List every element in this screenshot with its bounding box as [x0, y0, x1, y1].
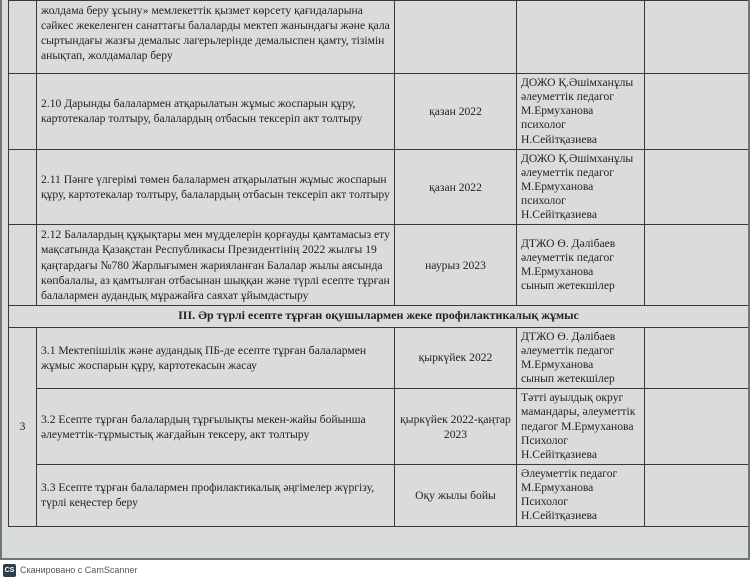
table-row	[9, 74, 749, 150]
notes-cell	[645, 464, 749, 526]
notes-cell	[645, 149, 749, 225]
task-cell: жолдама беру ұсыну» мемлекеттік қызмет көрсету қағидаларына сәйкес жекеленген санаттағы балаларды мектеп жанындағы және қала сыртындағы жазғы демалыс лагерьлерінде демалыспен қамту, тізімін анықтап, жолдамалар беру	[37, 1, 395, 74]
date-cell: Оқу жылы бойы	[395, 464, 517, 526]
table-row	[9, 225, 749, 305]
responsible-cell: ДОЖО Қ.Әшімханұлы әлеуметтік педагог М.Ермуханова психолог Н.Сейітқазиева	[517, 149, 645, 225]
date-cell: қазан 2022	[395, 149, 517, 225]
responsible-cell: Әлеуметтік педагог М.Ермуханова Психолог Н.Сейітқазиева	[517, 464, 645, 526]
task-cell: 2.10 Дарынды балалармен атқарылатын жұмыс жоспарын құру, картотекалар толтыру, балалардың отбасын тексеріп акт толтыру	[37, 74, 395, 150]
responsible-cell: ДТЖО Ө. Дәлібаев әлеуметтік педагог М.Ермуханова сынып жетекшілер	[517, 327, 645, 389]
table-row	[9, 464, 749, 526]
scanner-footer	[0, 560, 750, 580]
row-number	[9, 1, 37, 74]
task-cell: 2.11 Пәнге үлгерімі төмен балалармен атқарылатын жұмыс жоспарын құру, картотекалар толтыру, балалардың отбасын тексеріп акт толтыру	[37, 149, 395, 225]
date-cell: қыркүйек 2022-қаңтар 2023	[395, 389, 517, 465]
responsible-cell: Тәтті ауылдық округ мамандары, әлеуметтік педагог М.Ермуханова Психолог Н.Сейітқазиева	[517, 389, 645, 465]
row-number	[9, 149, 37, 225]
task-cell: 3.2 Есепте тұрған балалардың тұрғылықты мекен-жайы бойынша әлеуметтік-тұрмыстық жағдайын тексеру, акт толтыру	[37, 389, 395, 465]
notes-cell	[645, 225, 749, 305]
section-number: 3	[9, 327, 37, 526]
row-number	[9, 74, 37, 150]
date-cell	[395, 1, 517, 74]
notes-cell	[645, 74, 749, 150]
row-number	[9, 225, 37, 305]
document-page	[2, 0, 748, 558]
notes-cell	[645, 389, 749, 465]
table-row	[9, 149, 749, 225]
plan-table	[8, 0, 748, 527]
task-cell: 3.1 Мектепішілік және аудандық ПБ-де есепте тұрған балалармен жұмыс жоспарын құру, картотекасын жасау	[37, 327, 395, 389]
camscanner-logo-icon: CS	[3, 564, 16, 577]
task-cell: 2.12 Балалардың құқықтары мен мүдделерін қорғауды қамтамасыз ету мақсатында Қазақстан Республикасы Президентінің 2022 жылғы 19 қаңтардағы №780 Жарлығымен жарияланған Балалар жылы аясында көпбалалы, аз қамтылған отбасынан шыққан және түрлі есепте тұрған балалармен аудандық мұражайға саяхат ұйымдастыру	[37, 225, 395, 305]
responsible-cell	[517, 1, 645, 74]
responsible-cell: ДОЖО Қ.Әшімханұлы әлеуметтік педагог М.Ермуханова психолог Н.Сейітқазиева	[517, 74, 645, 150]
date-cell: қазан 2022	[395, 74, 517, 150]
notes-cell	[645, 327, 749, 389]
notes-cell	[645, 1, 749, 74]
section-title: ІІІ. Әр түрлі есепте тұрған оқушылармен жеке профилактикалық жұмыс	[9, 305, 749, 327]
responsible-cell: ДТЖО Ө. Дәлібаев әлеуметтік педагог М.Ермуханова сынып жетекшілер	[517, 225, 645, 305]
date-cell: қыркүйек 2022	[395, 327, 517, 389]
table-row	[9, 389, 749, 465]
section-header-row	[9, 305, 749, 327]
date-cell: наурыз 2023	[395, 225, 517, 305]
table-row	[9, 327, 749, 389]
table-row	[9, 1, 749, 74]
task-cell: 3.3 Есепте тұрған балалармен профилактикалық әңгімелер жүргізу, түрлі кеңестер беру	[37, 464, 395, 526]
scanner-watermark-text: Сканировано с CamScanner	[20, 565, 138, 575]
